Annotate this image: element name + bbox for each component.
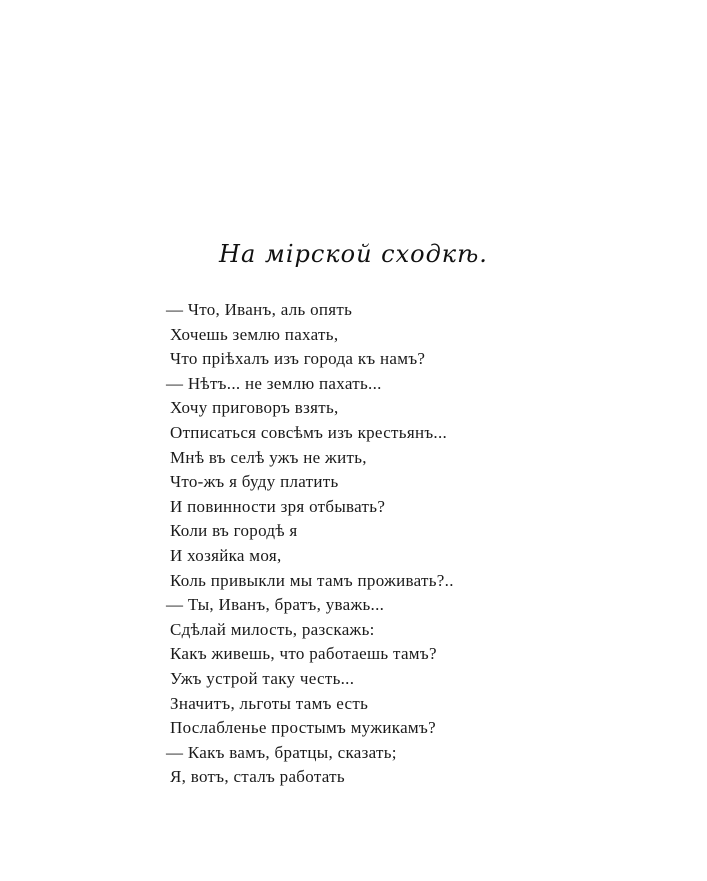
poem-line: И повинности зря отбывать? bbox=[170, 496, 386, 516]
poem-line: Что-жъ я буду платить bbox=[170, 472, 339, 492]
poem-line: Какъ живешь, что работаешь тамъ? bbox=[170, 644, 437, 664]
poem-line: — Нѣтъ... не землю пахать... bbox=[166, 373, 382, 393]
poem-line: Сдѣлай милость, разскажь: bbox=[170, 619, 375, 639]
poem-line: — Ты, Иванъ, братъ, уважь... bbox=[166, 595, 385, 615]
poem-line: — Что, Иванъ, аль опять bbox=[166, 300, 353, 319]
poem-title: На мірской сходкѣ. bbox=[219, 240, 488, 268]
poem-line: И хозяйка моя, bbox=[170, 545, 282, 565]
poem-line: Коли въ городѣ я bbox=[170, 521, 298, 541]
poem-line: Мнѣ въ селѣ ужъ не жить, bbox=[170, 447, 367, 467]
poem-line: Что пріѣхалъ изъ города къ намъ? bbox=[170, 349, 426, 369]
poem-line: Послабленье простымъ мужикамъ? bbox=[170, 718, 436, 738]
poem-body bbox=[166, 298, 650, 790]
poem-line: Ужъ устрой таку честь... bbox=[170, 668, 355, 688]
poem-line: Коль привыкли мы тамъ проживать?.. bbox=[170, 570, 454, 590]
poem-line: Отписаться совсѣмъ изъ крестьянъ... bbox=[170, 422, 448, 442]
poem-line: Значитъ, льготы тамъ есть bbox=[170, 693, 369, 713]
poem-line: Хочешь землю пахать, bbox=[170, 324, 339, 344]
poem-line: Я, вотъ, сталъ работать bbox=[170, 767, 345, 787]
poem-line: — Какъ вамъ, братцы, сказать; bbox=[166, 742, 397, 762]
poem-line: Хочу приговоръ взять, bbox=[170, 398, 339, 418]
